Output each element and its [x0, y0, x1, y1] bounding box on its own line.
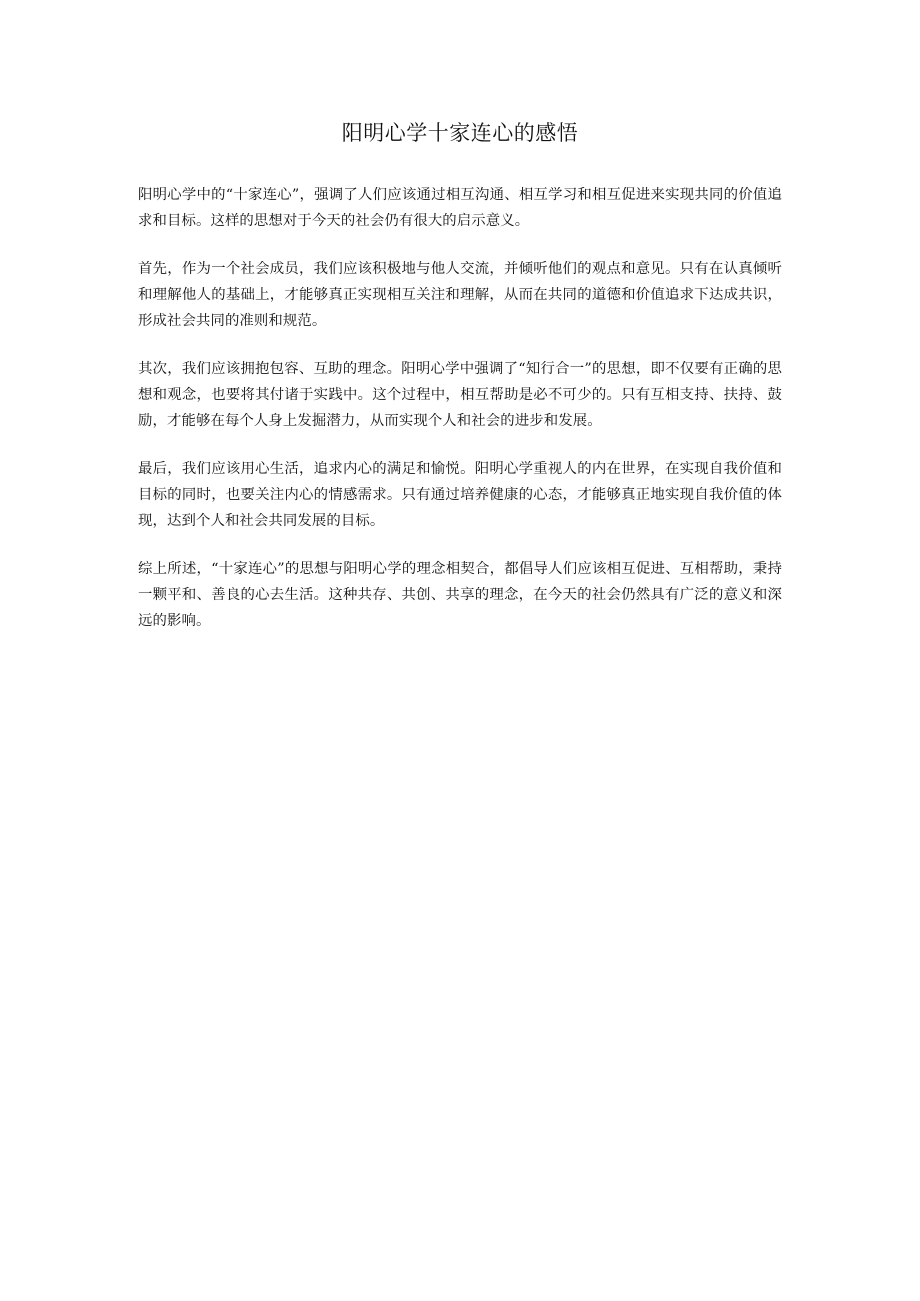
paragraph-4: 最后，我们应该用心生活，追求内心的满足和愉悦。阳明心学重视人的内在世界，在实现自我价值和目标的同时，也要关注内心的情感需求。只有通过培养健康的心态，才能够真正地实现自我价值的体现，达到个人和社会共同发展的目标。: [138, 461, 782, 529]
paragraph-5: 综上所述，“十家连心”的思想与阳明心学的理念相契合，都倡导人们应该相互促进、互相帮助，秉持一颗平和、善良的心去生活。这种共存、共创、共享的理念，在今天的社会仍然具有广泛的意义和深远的影响。: [138, 561, 782, 629]
paragraph-3: 其次，我们应该拥抱包容、互助的理念。阳明心学中强调了“知行合一”的思想，即不仅要有正确的思想和观念，也要将其付诸于实践中。这个过程中，相互帮助是必不可少的。只有互相支持、扶持、鼓励，才能够在每个人身上发掘潜力，从而实现个人和社会的进步和发展。: [138, 361, 782, 429]
paragraph-1: 阳明心学中的“十家连心”，强调了人们应该通过相互沟通、相互学习和相互促进来实现共同的价值追求和目标。这样的思想对于今天的社会仍有很大的启示意义。: [138, 187, 782, 229]
document-title: 阳明心学十家连心的感悟: [341, 121, 579, 145]
document-body: [138, 182, 782, 634]
paragraph-2: 首先，作为一个社会成员，我们应该积极地与他人交流，并倾听他们的观点和意见。只有在认真倾听和理解他人的基础上，才能够真正实现相互关注和理解，从而在共同的道德和价值追求下达成共识，形成社会共同的准则和规范。: [138, 261, 782, 329]
